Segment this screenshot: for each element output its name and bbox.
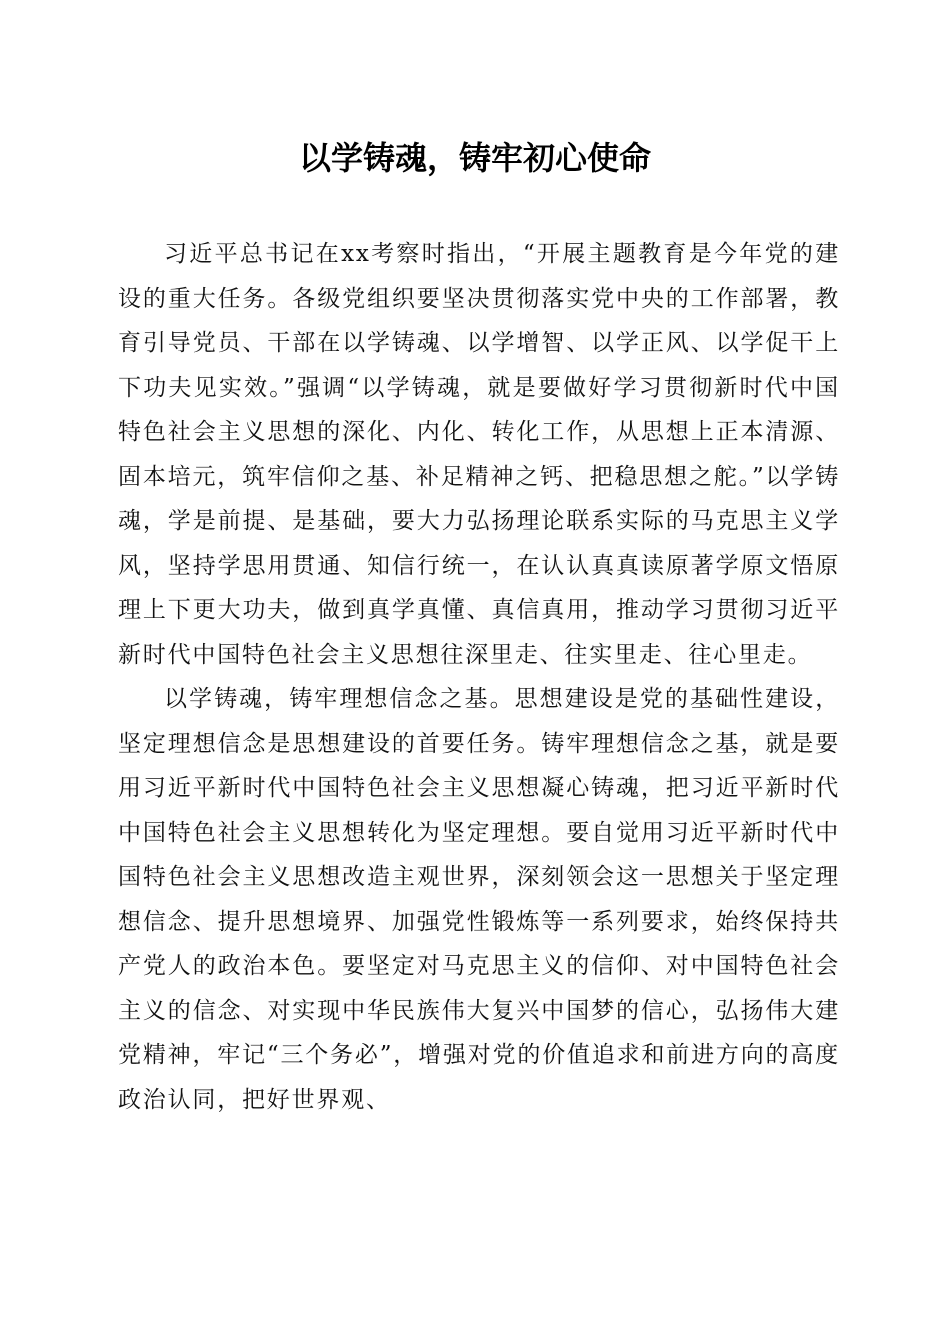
document-body <box>118 232 840 1122</box>
document-title: 以学铸魂，铸牢初心使命 <box>298 139 651 177</box>
paragraph-ideals-faith: 以学铸魂，铸牢理想信念之基。思想建设是党的基础性建设，坚定理想信念是思想建设的首要任务。铸牢理想信念之基，就是要用习近平新时代中国特色社会主义思想凝心铸魂，把习近平新时代中国特色社会主义思想转化为坚定理想。要自觉用习近平新时代中国特色社会主义思想改造主观世界，深刻领会这一思想关于坚定理想信念、提升思想境界、加强党性锻炼等一系列要求，始终保持共产党人的政治本色。要坚定对马克思主义的信仰、对中国特色社会主义的信念、对实现中华民族伟大复兴中国梦的信心，弘扬伟大建党精神，牢记“三个务必”，增强对党的价值追求和前进方向的高度政治认同，把好世界观、 <box>118 686 840 1113</box>
paragraph-intro: 习近平总书记在xx考察时指出，“开展主题教育是今年党的建设的重大任务。各级党组织要坚决贯彻落实党中央的工作部署，教育引导党员、干部在以学铸魂、以学增智、以学正风、以学促干上下功夫见实效。”强调“以学铸魂，就是要做好学习贯彻新时代中国特色社会主义思想的深化、内化、转化工作，从思想上正本清源、固本培元，筑牢信仰之基、补足精神之钙、把稳思想之舵。”以学铸魂，学是前提、是基础，要大力弘扬理论联系实际的马克思主义学风，坚持学思用贯通、知信行统一，在认认真真读原著学原文悟原理上下更大功夫，做到真学真懂、真信真用，推动学习贯彻习近平新时代中国特色社会主义思想往深里走、往实里走、往心里走。 <box>118 241 840 668</box>
